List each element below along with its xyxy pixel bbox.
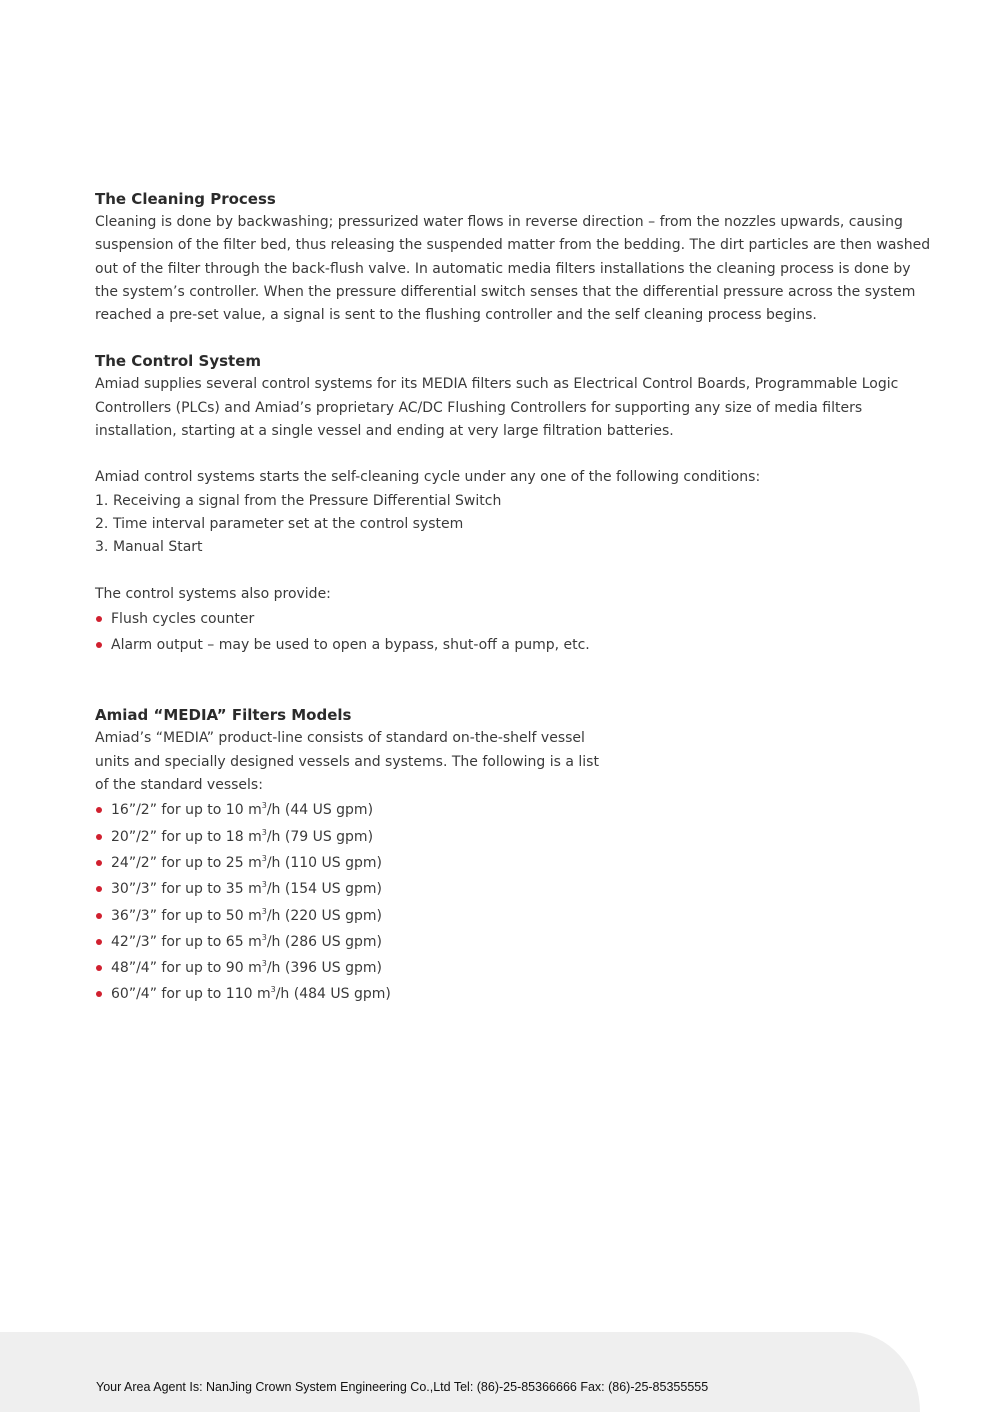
cleaning-process-line: suspension of the filter bed, thus releasing the suspended matter from the bedding. The dirt particles are then washed [95,237,931,254]
cleaning-process-line: out of the filter through the back-flush valve. In automatic media filters installations the cleaning process is done by [95,260,911,277]
bullet-icon [96,965,102,971]
provides-intro: The control systems also provide: [95,585,331,602]
condition-item: 3. Manual Start [95,539,203,556]
vessel-item: 60”/4” for up to 110 $m^3/h$ (484 US gpm) [95,981,935,1007]
bullet-icon [96,886,102,892]
bullet-icon [96,616,102,622]
bullet-icon [96,939,102,945]
vessel-item: 16”/2” for up to 10 $m^3/h$ (44 US gpm) [95,797,935,823]
vessel-item: 48”/4” for up to 90 $m^3/h$ (396 US gpm) [95,955,935,981]
cleaning-process-heading: The Cleaning Process [95,190,276,208]
models-line: Amiad’s “MEDIA” product-line consists of standard on-the-shelf vessel [95,730,585,747]
bullet-icon [96,642,102,648]
models-line: of the standard vessels: [95,777,263,794]
vessel-item: 24”/2” for up to 25 $m^3/h$ (110 US gpm) [95,850,935,876]
cleaning-process-line: the system’s controller. When the pressure differential switch senses that the differential pressure across the system [95,283,916,300]
conditions-list [95,490,935,560]
control-system-line: Controllers (PLCs) and Amiad’s proprietary AC/DC Flushing Controllers for supporting any size of media filters [95,399,863,416]
list-item: Alarm output – may be used to open a bypass, shut-off a pump, etc. [95,632,935,658]
models-heading: Amiad “MEDIA” Filters Models [95,706,352,725]
bullet-icon [96,834,102,840]
cleaning-process-line: Cleaning is done by backwashing; pressurized water flows in reverse direction – from the nozzles upwards, causing [95,214,903,230]
agent-info: Your Area Agent Is: NanJing Crown System Engineering Co.,Ltd Tel: (86)-25-85366666 Fax: (86)-25-85355555 [96,1380,709,1394]
condition-item: 1. Receiving a signal from the Pressure Differential Switch [95,492,502,509]
control-system-line: installation, starting at a single vessel and ending at very large filtration batteries. [95,423,674,440]
cleaning-process-line: reached a pre-set value, a signal is sent to the flushing controller and the self cleaning process begins. [95,307,817,324]
models-line: units and specially designed vessels and systems. The following is a list [95,753,599,770]
bullet-icon [96,991,102,997]
control-system-line: Amiad supplies several control systems for its MEDIA filters such as Electrical Control Boards, Programmable Logic [95,376,899,393]
vessel-item: 30”/3” for up to 35 $m^3/h$ (154 US gpm) [95,876,935,902]
provides-list [95,606,935,659]
bullet-icon [96,807,102,813]
control-system-heading: The Control System [95,352,262,371]
vessel-item: 42”/3” for up to 65 $m^3/h$ (286 US gpm) [95,929,935,955]
conditions-intro: Amiad control systems starts the self-cleaning cycle under any one of the following conditions: [95,469,761,486]
list-item: Flush cycles counter [95,606,935,632]
vessel-item: 36”/3” for up to 50 $m^3/h$ (220 US gpm) [95,903,935,929]
condition-item: 2. Time interval parameter set at the control system [95,515,464,532]
vessel-item: 20”/2” for up to 18 $m^3/h$ (79 US gpm) [95,824,935,850]
bullet-icon [96,860,102,866]
document-body [95,188,935,1008]
footer-band [0,1332,920,1412]
bullet-icon [96,913,102,919]
vessels-list [95,797,935,1007]
